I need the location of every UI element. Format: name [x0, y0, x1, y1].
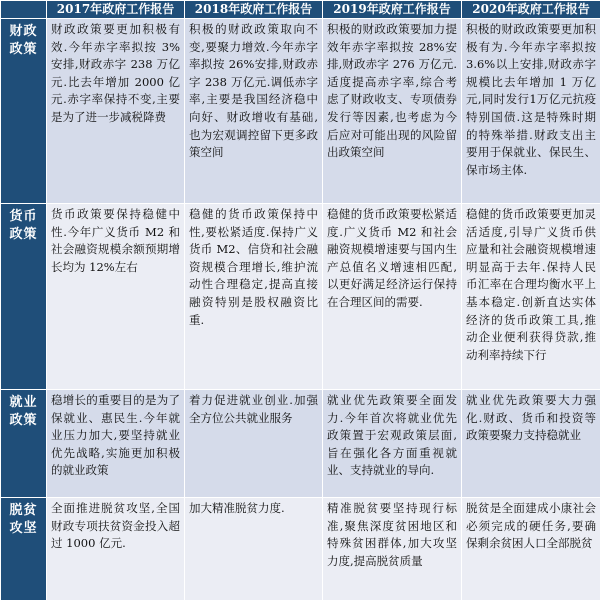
- header-2019: 2019年政府工作报告: [323, 1, 462, 19]
- row-fiscal-policy: [1, 19, 600, 204]
- cell-poverty-2017: 全面推进脱贫攻坚,全国财政专项扶贫资金投入超过 1000 亿元.: [47, 498, 185, 601]
- cell-monetary-2019: 稳健的货币政策要松紧适度.广义货币 M2 和社会融资规模增速要与国内生产总值名义增速相匹配,以更好满足经济运行保持在合理区间的需要.: [323, 204, 462, 390]
- header-corner: [1, 1, 47, 19]
- row-monetary-policy: [1, 204, 600, 390]
- row-label-monetary: 货币 政策: [1, 204, 47, 390]
- row-label-poverty: 脱贫 攻坚: [1, 498, 47, 601]
- header-2018: 2018年政府工作报告: [185, 1, 323, 19]
- cell-fiscal-2019: 积极的财政政策要加力提效年赤字率拟按 28%安排,财政赤字 276 万亿元.适度提高赤字率,综合考虑了财政收支、专项债券发行等因素,也考虑为今后应对可能出现的风险留出政策空间: [323, 19, 462, 204]
- cell-poverty-2019: 精准脱贫要坚持现行标准,聚焦深度贫困地区和特殊贫困群体,加大攻坚力度,提高脱贫质量: [323, 498, 462, 601]
- cell-monetary-2020: 稳健的货币政策要更加灵活适度,引导广义货币供应量和社会融资规模增速明显高于去年.保持人民币汇率在合理均衡水平上基本稳定.创新直达实体经济的货币政策工具,推动企业便利获得贷款,推动利率持续下行: [462, 204, 600, 390]
- row-label-fiscal: 财政 政策: [1, 19, 47, 204]
- header-2017: 2017年政府工作报告: [47, 1, 185, 19]
- header-row: [1, 1, 600, 19]
- cell-employment-2017: 稳增长的重要目的是为了保就业、惠民生.今年就业压力加大,要坚持就业优先战略,实施更加积极的就业政策: [47, 390, 185, 498]
- cell-employment-2019: 就业优先政策要全面发力.今年首次将就业优先政策置于宏观政策层面,旨在强化各方面重视就业、支持就业的导向.: [323, 390, 462, 498]
- cell-poverty-2020: 脱贫是全面建成小康社会必须完成的硬任务,要确保剩余贫困人口全部脱贫: [462, 498, 600, 601]
- cell-poverty-2018: 加大精准脱贫力度.: [185, 498, 323, 601]
- header-2020: 2020年政府工作报告: [462, 1, 600, 19]
- cell-fiscal-2020: 积极的财政政策要更加积极有为.今年赤字率拟按 3.6%以上安排,财政赤字规模比去年增加 1 万亿元,同时发行1万亿元抗疫特别国债.这是特殊时期的特殊举措.财政支出主要用于保就业、保民生、保市场主体.: [462, 19, 600, 204]
- cell-employment-2018: 着力促进就业创业.加强全方位公共就业服务: [185, 390, 323, 498]
- cell-employment-2020: 就业优先政策要大力强化.财政、货币和投资等政策要聚力支持稳就业: [462, 390, 600, 498]
- row-label-employment: 就业 政策: [1, 390, 47, 498]
- row-employment-policy: [1, 390, 600, 498]
- cell-monetary-2017: 货币政策要保持稳健中性.今年广义货币 M2 和社会融资规模余额预期增长均为 12%左右: [47, 204, 185, 390]
- cell-monetary-2018: 稳健的货币政策保持中性,要松紧适度.保持广义货币 M2、信贷和社会融资规模合理增长,维护流动性合理稳定,提高直接融资特别是股权融资比重.: [185, 204, 323, 390]
- cell-fiscal-2017: 财政政策要更加积极有效.今年赤字率拟按 3%安排,财政赤字 238 万亿元.比去年增加 2000 亿元.赤字率保持不变,主要是为了进一步减税降费: [47, 19, 185, 204]
- row-poverty-alleviation: [1, 498, 600, 601]
- cell-fiscal-2018: 积极的财政政策取向不变,要聚力增效.今年赤字率拟按 26%安排,财政赤字 238 万亿元.调低赤字率,主要是我国经济稳中向好、财政增收有基础,也为宏观调控留下更多政策空间: [185, 19, 323, 204]
